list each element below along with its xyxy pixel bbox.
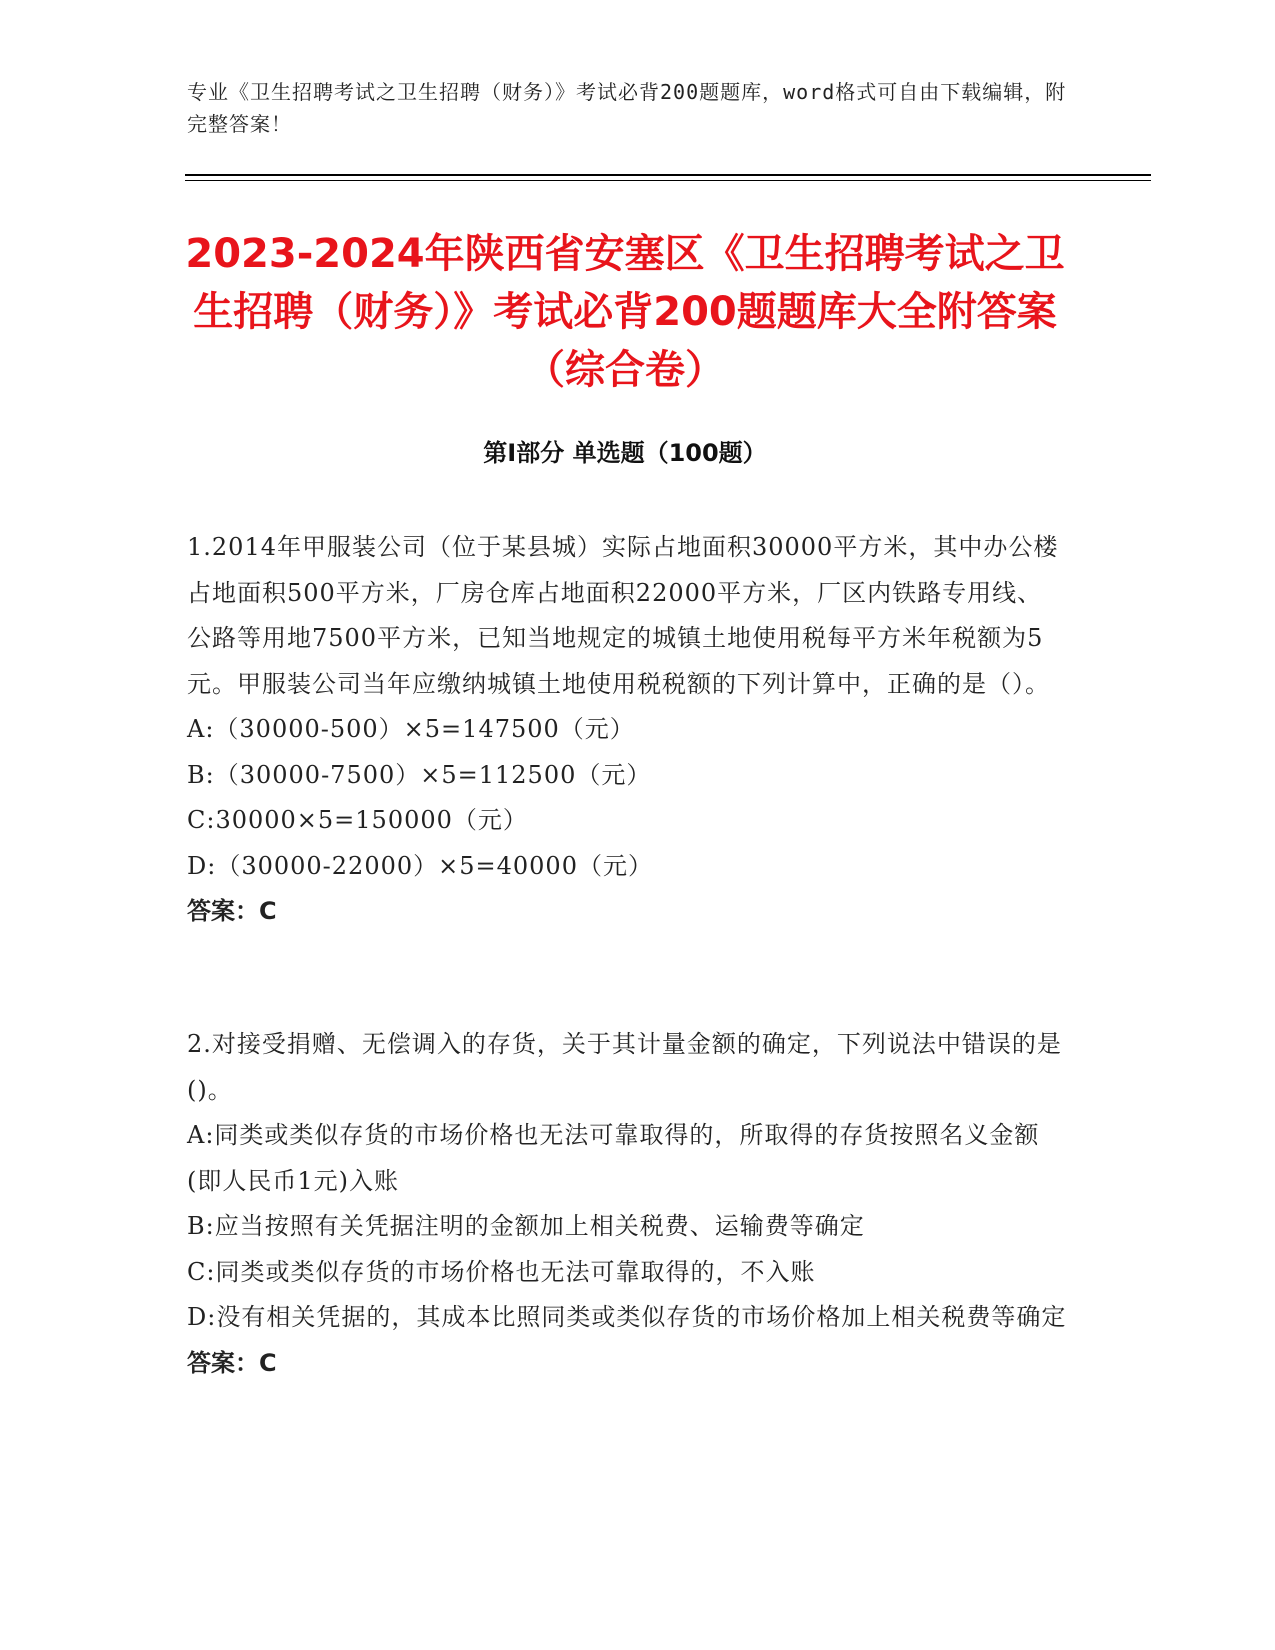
option-b: B:应当按照有关凭据注明的金额加上相关税费、运输费等确定 <box>187 1212 865 1240</box>
document-title: 2023-2024年陕西省安塞区《卫生招聘考试之卫生招聘（财务）》考试必背200题题库大全附答案（综合卷） <box>185 231 1065 393</box>
option-c: C:30000×5=150000（元） <box>187 806 528 834</box>
option-a: A:同类或类似存货的市场价格也无法可靠取得的，所取得的存货按照名义金额(即人民币1元)入账 <box>187 1121 1040 1195</box>
section-title: 第Ⅰ部分 单选题（100题） <box>483 439 767 467</box>
question-1 <box>187 525 1067 935</box>
option-a: A:（30000-500）×5=147500（元） <box>187 715 635 743</box>
option-d: D:（30000-22000）×5=40000（元） <box>187 851 653 880</box>
answer: 答案：C <box>187 897 277 925</box>
header-note: 专业《卫生招聘考试之卫生招聘（财务）》考试必背200题题库，word格式可自由下载编辑，附完整答案！ <box>187 80 1067 136</box>
question-2 <box>187 1022 1067 1386</box>
header-divider-thick <box>185 174 1151 176</box>
option-d: D:没有相关凭据的，其成本比照同类或类似存货的市场价格加上相关税费等确定 <box>187 1303 1067 1331</box>
option-b: B:（30000-7500）×5=112500（元） <box>187 760 652 789</box>
question-stem: 1.2014年甲服装公司（位于某县城）实际占地面积30000平方米，其中办公楼占地面积500平方米，厂房仓库占地面积22000平方米，厂区内铁路专用线、公路等用地7500平方米，已知当地规定的城镇土地使用税每平方米年税额为5元。甲服装公司当年应缴纳城镇土地使用税税额的下列计算中，正确的是（）。 <box>187 533 1059 698</box>
answer: 答案：C <box>187 1348 277 1377</box>
option-c: C:同类或类似存货的市场价格也无法可靠取得的，不入账 <box>187 1257 816 1286</box>
header-divider-thin <box>185 180 1151 181</box>
question-stem: 2.对接受捐赠、无偿调入的存货，关于其计量金额的确定，下列说法中错误的是()。 <box>187 1030 1062 1104</box>
